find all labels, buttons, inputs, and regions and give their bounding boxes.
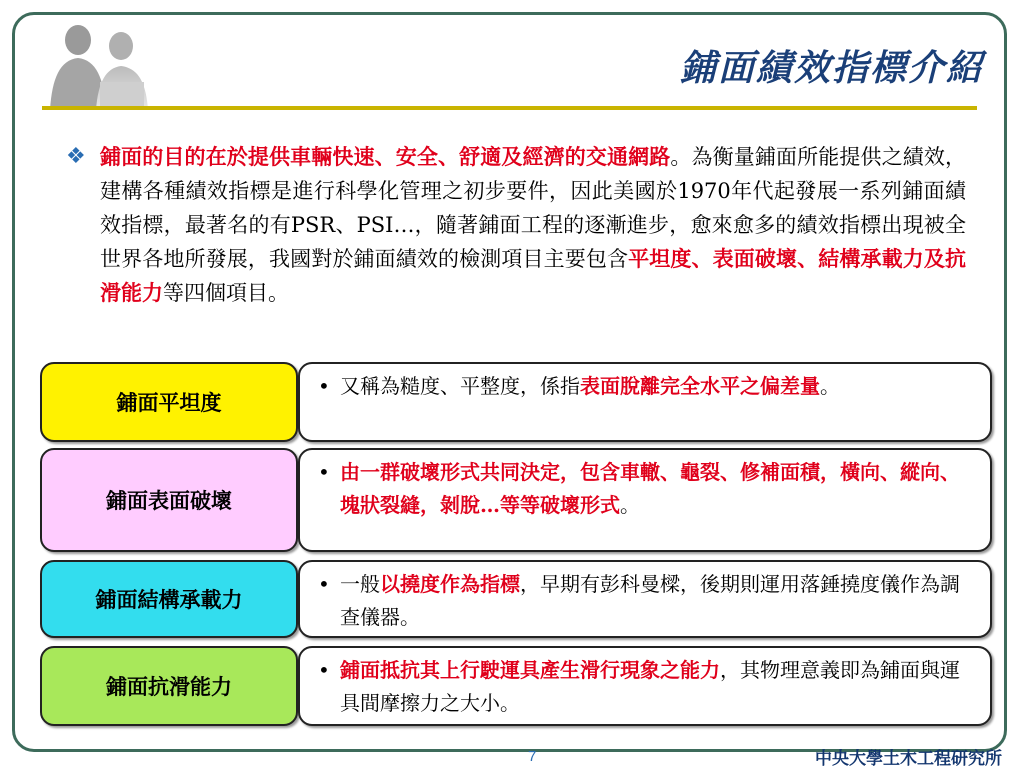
indicator-description: • 又稱為糙度、平整度，係指表面脫離完全水平之偏差量。 [298,362,992,442]
intro-text [100,140,966,310]
intro-text-2: 等四個項目。 [163,281,289,305]
indicator-label: 鋪面表面破壞 [40,448,298,552]
indicator-label: 鋪面抗滑能力 [40,646,298,726]
bullet-icon: • [318,460,330,484]
intro-highlight-2: 平坦度、表面破壞、結構承載力及抗滑能力 [100,246,966,305]
indicator-label: 鋪面結構承載力 [40,560,298,638]
indicator-description: • 一般以撓度作為指標，早期有彭科曼樑，後期則運用落錘撓度儀作為調查儀器。 [298,560,992,638]
bullet-icon: • [318,374,330,398]
bullet-icon: • [318,572,330,596]
bullet-icon: • [318,658,330,682]
indicator-label: 鋪面平坦度 [40,362,298,442]
intro-highlight-1: 鋪面的目的在於提供車輛快速、安全、舒適及經濟的交通網路 [100,144,671,169]
people-silhouette-logo [36,18,166,110]
slide-title: 鋪面績效指標介紹 [679,47,984,89]
diamond-bullet-icon: ❖ [66,144,86,169]
intro-paragraph [66,140,966,310]
indicator-description: • 由一群破壞形式共同決定，包含車轍、龜裂、修補面積，橫向、縱向、塊狀裂縫，剝脫…等等破壞形式。 [298,448,992,552]
page-number: 7 [528,748,537,765]
indicator-description: • 鋪面抵抗其上行駛運具產生滑行現象之能力，其物理意義即為鋪面與運具間摩擦力之大小。 [298,646,992,726]
intro-text-1: 。為衡量鋪面所能提供之績效，建構各種績效指標是進行科學化管理之初步要件，因此美國於1970年代起發展一系列鋪面績效指標，最著名的有PSR、PSI…，隨著鋪面工程的逐漸進步，愈來愈多的績效指標出現被全世界各地所發展，我國對於鋪面績效的檢測項目主要包含 [100,145,966,271]
footer-institution: 中央大學土木工程研究所 [815,749,1002,769]
title-underline [42,106,977,110]
